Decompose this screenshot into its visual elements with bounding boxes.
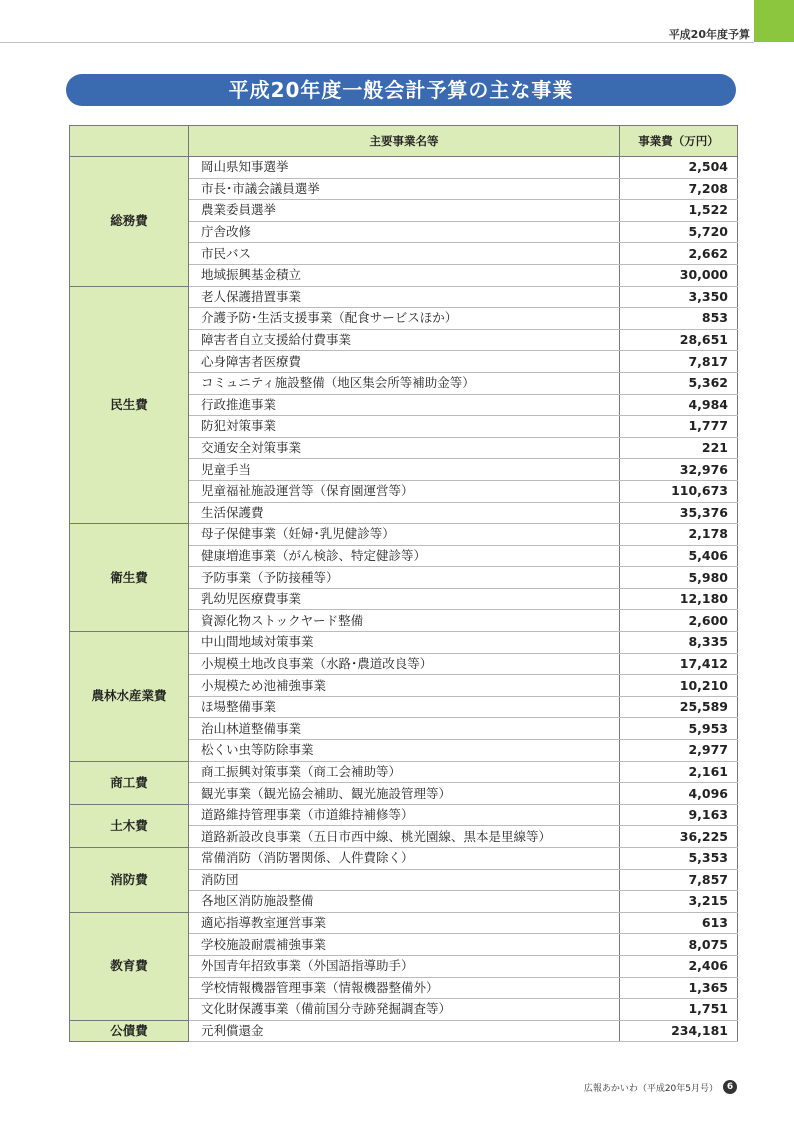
table-row — [70, 524, 738, 546]
project-name-cell: 外国青年招致事業（外国語指導助手） — [189, 955, 620, 977]
project-name-cell: 資源化物ストックヤード整備 — [189, 610, 620, 632]
amount-cell: 4,984 — [620, 394, 738, 416]
category-cell: 土木費 — [70, 804, 189, 847]
project-name-cell: 学校情報機器管理事業（情報機器整備外） — [189, 977, 620, 999]
project-name-cell: 小規模土地改良事業（水路･農道改良等） — [189, 653, 620, 675]
amount-cell: 35,376 — [620, 502, 738, 524]
table-row — [70, 804, 738, 826]
project-name-cell: 道路新設改良事業（五日市西中線、桃光園線、黒本是里線等） — [189, 826, 620, 848]
amount-cell: 36,225 — [620, 826, 738, 848]
project-name-cell: 障害者自立支援給付費事業 — [189, 329, 620, 351]
amount-cell: 1,777 — [620, 416, 738, 438]
project-name-cell: 防犯対策事業 — [189, 416, 620, 438]
project-name-cell: 観光事業（観光協会補助、観光施設管理等） — [189, 783, 620, 805]
project-name-cell: 元利償還金 — [189, 1020, 620, 1042]
category-cell: 農林水産業費 — [70, 632, 189, 762]
project-name-cell: 常備消防（消防署関係、人件費除く） — [189, 848, 620, 870]
category-cell: 衛生費 — [70, 524, 189, 632]
project-name-cell: 行政推進事業 — [189, 394, 620, 416]
project-name-cell: 治山林道整備事業 — [189, 718, 620, 740]
amount-cell: 1,365 — [620, 977, 738, 999]
amount-cell: 221 — [620, 437, 738, 459]
header-category — [70, 126, 189, 157]
project-name-cell: 母子保健事業（妊婦･乳児健診等） — [189, 524, 620, 546]
footer-text: 広報あかいわ（平成20年5月号） — [583, 1083, 718, 1094]
table-row — [70, 632, 738, 654]
footer — [584, 1080, 737, 1094]
table-row — [70, 286, 738, 308]
amount-cell: 5,720 — [620, 221, 738, 243]
budget-table — [69, 125, 738, 1042]
amount-cell: 2,977 — [620, 740, 738, 762]
table-row — [70, 761, 738, 783]
amount-cell: 5,980 — [620, 567, 738, 589]
amount-cell: 1,522 — [620, 200, 738, 222]
amount-cell: 8,075 — [620, 934, 738, 956]
project-name-cell: 適応指導教室運営事業 — [189, 912, 620, 934]
project-name-cell: 消防団 — [189, 869, 620, 891]
project-name-cell: 市長･市議会議員選挙 — [189, 178, 620, 200]
project-name-cell: 児童福祉施設運営等（保育園運営等） — [189, 480, 620, 502]
amount-cell: 3,350 — [620, 286, 738, 308]
amount-cell: 2,504 — [620, 157, 738, 179]
table-row — [70, 912, 738, 934]
project-name-cell: 乳幼児医療費事業 — [189, 588, 620, 610]
project-name-cell: 生活保護費 — [189, 502, 620, 524]
project-name-cell: 心身障害者医療費 — [189, 351, 620, 373]
project-name-cell: 学校施設耐震補強事業 — [189, 934, 620, 956]
table-header-row — [70, 126, 738, 157]
project-name-cell: 小規模ため池補強事業 — [189, 675, 620, 697]
project-name-cell: 文化財保護事業（備前国分寺跡発掘調査等） — [189, 999, 620, 1021]
amount-cell: 9,163 — [620, 804, 738, 826]
amount-cell: 2,600 — [620, 610, 738, 632]
category-cell: 総務費 — [70, 157, 189, 287]
project-name-cell: コミュニティ施設整備（地区集会所等補助金等） — [189, 372, 620, 394]
table-row — [70, 157, 738, 179]
project-name-cell: 道路維持管理事業（市道維持補修等） — [189, 804, 620, 826]
category-cell: 公債費 — [70, 1020, 189, 1042]
header-label: 平成20年度予算 — [668, 28, 750, 41]
amount-cell: 2,178 — [620, 524, 738, 546]
page-number: 6 — [723, 1080, 737, 1094]
project-name-cell: 松くい虫等防除事業 — [189, 740, 620, 762]
project-name-cell: 中山間地域対策事業 — [189, 632, 620, 654]
amount-cell: 5,953 — [620, 718, 738, 740]
page-title: 平成20年度一般会計予算の主な事業 — [66, 74, 736, 106]
amount-cell: 5,362 — [620, 372, 738, 394]
amount-cell: 4,096 — [620, 783, 738, 805]
amount-cell: 7,817 — [620, 351, 738, 373]
project-name-cell: 地域振興基金積立 — [189, 264, 620, 286]
project-name-cell: 老人保護措置事業 — [189, 286, 620, 308]
category-cell: 教育費 — [70, 912, 189, 1020]
header-amount: 事業費（万円） — [620, 126, 738, 157]
project-name-cell: 岡山県知事選挙 — [189, 157, 620, 179]
category-cell: 消防費 — [70, 848, 189, 913]
project-name-cell: 各地区消防施設整備 — [189, 891, 620, 913]
project-name-cell: 予防事業（予防接種等） — [189, 567, 620, 589]
category-cell: 民生費 — [70, 286, 189, 524]
amount-cell: 2,662 — [620, 243, 738, 265]
amount-cell: 853 — [620, 308, 738, 330]
amount-cell: 3,215 — [620, 891, 738, 913]
amount-cell: 1,751 — [620, 999, 738, 1021]
amount-cell: 8,335 — [620, 632, 738, 654]
amount-cell: 30,000 — [620, 264, 738, 286]
project-name-cell: 庁舎改修 — [189, 221, 620, 243]
amount-cell: 5,353 — [620, 848, 738, 870]
amount-cell: 32,976 — [620, 459, 738, 481]
category-cell: 商工費 — [70, 761, 189, 804]
project-name-cell: 健康増進事業（がん検診、特定健診等） — [189, 545, 620, 567]
table-body — [70, 157, 738, 1042]
amount-cell: 28,651 — [620, 329, 738, 351]
header-name: 主要事業名等 — [189, 126, 620, 157]
amount-cell: 5,406 — [620, 545, 738, 567]
amount-cell: 110,673 — [620, 480, 738, 502]
header-rule — [0, 42, 754, 43]
amount-cell: 7,208 — [620, 178, 738, 200]
project-name-cell: 市民バス — [189, 243, 620, 265]
project-name-cell: 農業委員選挙 — [189, 200, 620, 222]
amount-cell: 2,161 — [620, 761, 738, 783]
amount-cell: 7,857 — [620, 869, 738, 891]
amount-cell: 613 — [620, 912, 738, 934]
project-name-cell: 児童手当 — [189, 459, 620, 481]
project-name-cell: 交通安全対策事業 — [189, 437, 620, 459]
project-name-cell: ほ場整備事業 — [189, 696, 620, 718]
amount-cell: 12,180 — [620, 588, 738, 610]
table-row — [70, 1020, 738, 1042]
amount-cell: 17,412 — [620, 653, 738, 675]
amount-cell: 25,589 — [620, 696, 738, 718]
amount-cell: 10,210 — [620, 675, 738, 697]
table-row — [70, 848, 738, 870]
project-name-cell: 介護予防･生活支援事業（配食サービスほか） — [189, 308, 620, 330]
corner-tab — [754, 0, 794, 42]
project-name-cell: 商工振興対策事業（商工会補助等） — [189, 761, 620, 783]
amount-cell: 234,181 — [620, 1020, 738, 1042]
amount-cell: 2,406 — [620, 955, 738, 977]
